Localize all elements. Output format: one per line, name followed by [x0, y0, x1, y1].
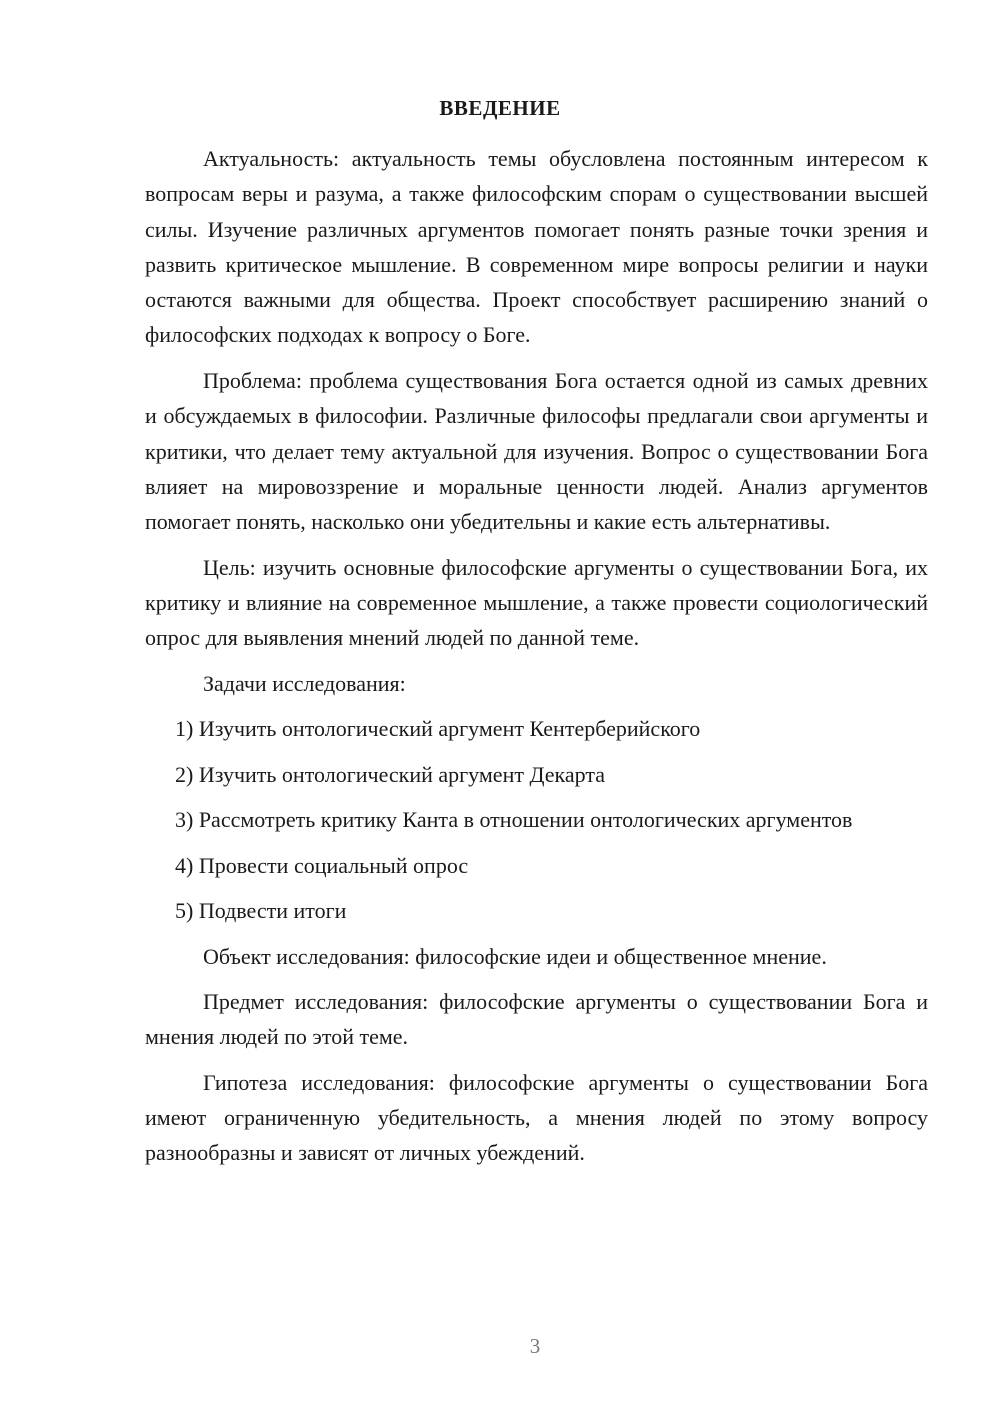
paragraph-relevance: Актуальность: актуальность темы обусловлена постоянным интересом к вопросам веры и разума, а также философским спорам о существовании высшей силы. Изучение различных аргументов помогает понять разные точки зрения и развить критическое мышление. В современном мире вопросы религии и науки остаются важными для общества. Проект способствует расширению знаний о философских подходах к вопросу о Боге.: [145, 146, 928, 348]
task-item-3: 3) Рассмотреть критику Канта в отношении онтологических аргументов: [175, 807, 853, 833]
paragraph-goal: Цель: изучить основные философские аргументы о существовании Бога, их критику и влияние на современное мышление, а также провести социологический опрос для выявления мнений людей по данной теме.: [145, 554, 928, 651]
document-body: [145, 141, 928, 1181]
paragraph-object: Объект исследования: философские идеи и общественное мнение.: [203, 943, 827, 969]
task-item-5: 5) Подвести итоги: [175, 898, 347, 924]
task-item-1: 1) Изучить онтологический аргумент Кентерберийского: [175, 716, 701, 742]
paragraph-subject: Предмет исследования: философские аргументы о существовании Бога и мнения людей по этой теме.: [145, 989, 928, 1050]
task-item-2: 2) Изучить онтологический аргумент Декарта: [175, 761, 605, 787]
task-item-4: 4) Провести социальный опрос: [175, 852, 469, 878]
tasks-heading: Задачи исследования:: [203, 670, 406, 696]
paragraph-hypothesis: Гипотеза исследования: философские аргументы о существовании Бога имеют ограниченную убедительность, а мнения людей по этому вопросу разнообразны и зависят от личных убеждений.: [145, 1069, 928, 1166]
section-title: ВВЕДЕНИЕ: [439, 96, 561, 120]
paragraph-problem: Проблема: проблема существования Бога остается одной из самых древних и обсуждаемых в философии. Различные философы предлагали свои аргументы и критики, что делает тему актуальной для изучения. Вопрос о существовании Бога влияет на мировоззрение и моральные ценности людей. Анализ аргументов помогает понять, насколько они убедительны и какие есть альтернативы.: [145, 367, 928, 535]
page-number: 3: [529, 1334, 541, 1358]
